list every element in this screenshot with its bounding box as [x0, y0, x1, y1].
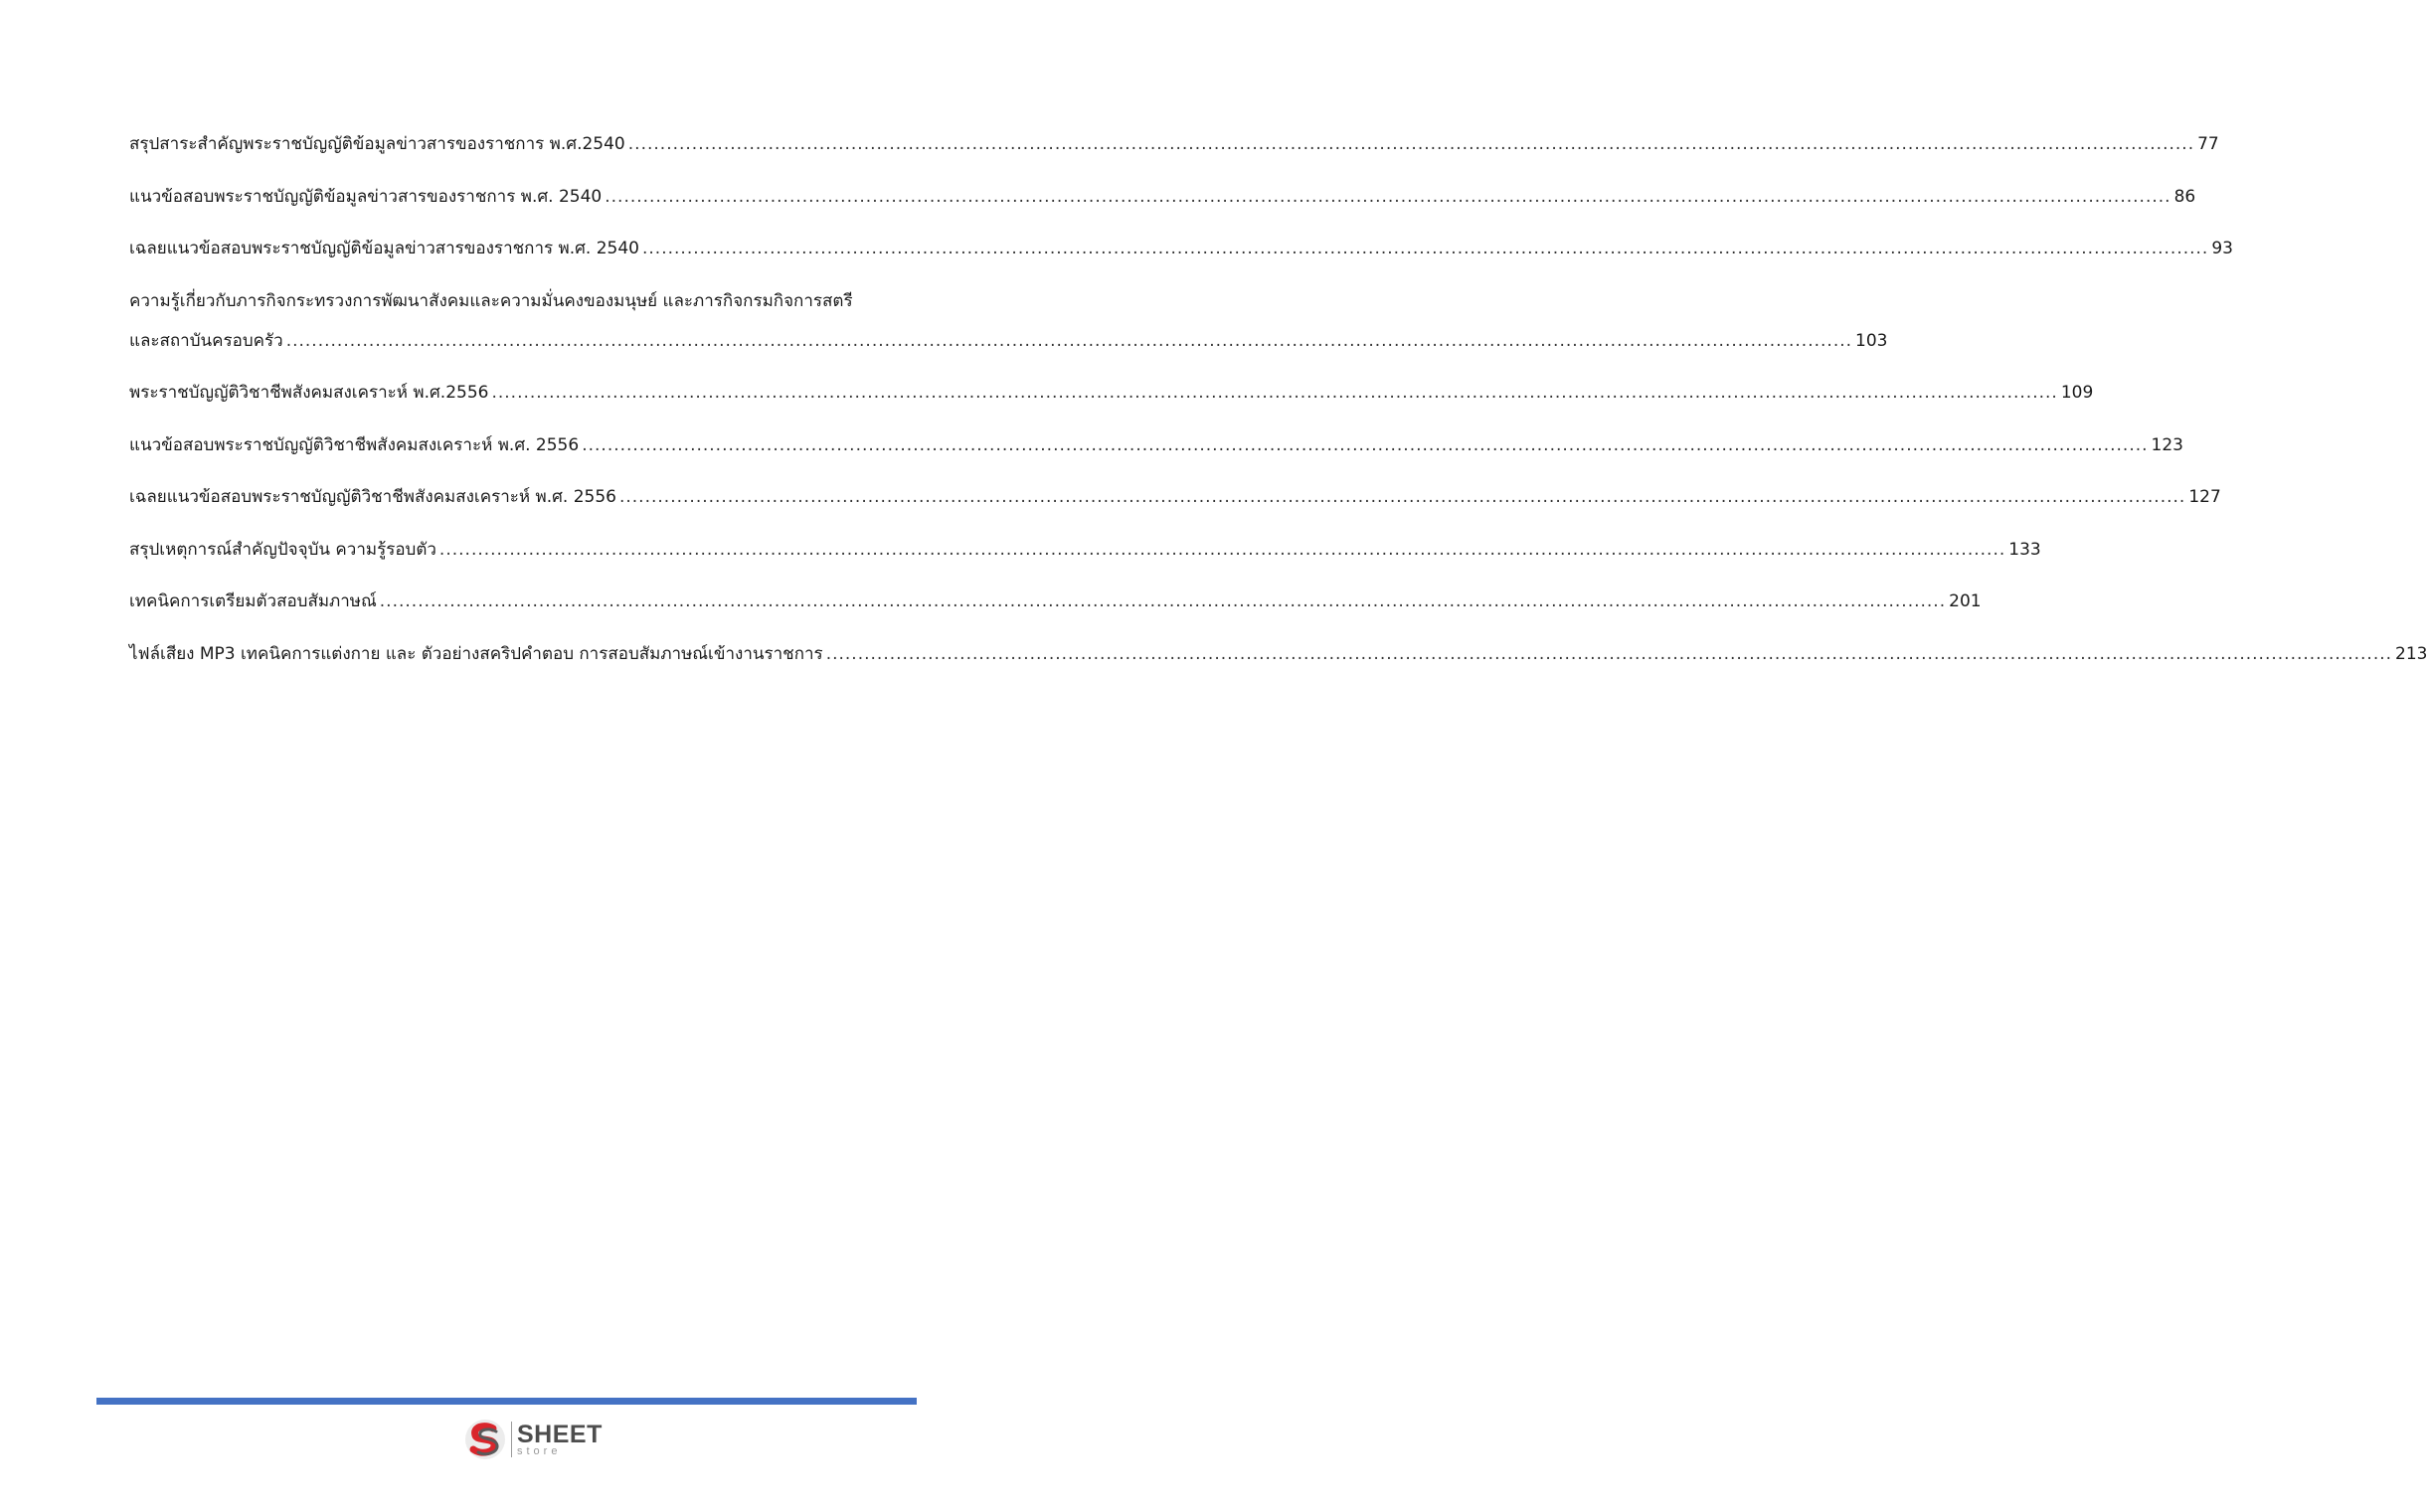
- toc-leader-dots: [642, 236, 2208, 261]
- logo-text-sub: store: [517, 1445, 562, 1457]
- sheet-store-s-logo-icon: [463, 1418, 507, 1461]
- logo-text-main: SHEET: [517, 1421, 603, 1448]
- toc-leader-dots: [491, 380, 2057, 406]
- toc-leader-dots: [380, 588, 1946, 614]
- toc-leader-dots: [582, 432, 2148, 458]
- toc-leader-dots: [439, 537, 2005, 563]
- toc-leader-dots: [605, 184, 2170, 210]
- toc-entry[interactable]: [129, 184, 2196, 210]
- footer-divider-bar: [96, 1398, 917, 1405]
- toc-entry-page: 133: [2008, 539, 2041, 560]
- toc-entry-title: พระราชบัญญัติวิชาชีพสังคมสงเคราะห์ พ.ศ.2556: [129, 383, 489, 403]
- toc-leader-dots: [619, 484, 2185, 510]
- toc-entry-page: 127: [2188, 487, 2221, 507]
- toc-entry-title: เฉลยแนวข้อสอบพระราชบัญญัติวิชาชีพสังคมสงเคราะห์ พ.ศ. 2556: [129, 487, 616, 507]
- toc-entry-title: สรุปเหตุการณ์สำคัญปัจจุบัน ความรู้รอบตัว: [129, 539, 436, 560]
- toc-entry-page: 201: [1949, 591, 1982, 611]
- toc-entry[interactable]: [129, 588, 1982, 614]
- toc-entry-title: สรุปสาระสำคัญพระราชบัญญัติข้อมูลข่าวสารของราชการ พ.ศ.2540: [129, 134, 625, 154]
- toc-entry[interactable]: [129, 641, 2427, 667]
- toc-leader-dots: [628, 131, 2194, 157]
- toc-entry[interactable]: [129, 380, 2094, 406]
- toc-entry-page: 93: [2211, 239, 2233, 258]
- toc-entry[interactable]: [129, 236, 2233, 261]
- toc-entry-title: เทคนิคการเตรียมตัวสอบสัมภาษณ์: [129, 591, 377, 611]
- toc-entry-page: 86: [2173, 186, 2196, 207]
- toc-entry-title: และสถาบันครอบครัว: [129, 330, 283, 351]
- toc-leader-dots: [826, 641, 2392, 667]
- toc-entry[interactable]: [129, 432, 2183, 458]
- table-of-contents: [129, 131, 2427, 693]
- toc-entry-title-line1: ความรู้เกี่ยวกับภารกิจกระทรวงการพัฒนาสังคมและความมั่นคงของมนุษย์ และภารกิจกรมกิจการสตรี: [129, 290, 853, 311]
- toc-entry[interactable]: [129, 484, 2221, 510]
- toc-entry-page: 123: [2151, 434, 2183, 455]
- toc-entry[interactable]: [129, 131, 2219, 157]
- toc-entry-title: แนวข้อสอบพระราชบัญญัติข้อมูลข่าวสารของราชการ พ.ศ. 2540: [129, 186, 603, 207]
- toc-entry-title: แนวข้อสอบพระราชบัญญัติวิชาชีพสังคมสงเคราะห์ พ.ศ. 2556: [129, 434, 580, 455]
- logo-divider: [511, 1422, 512, 1457]
- toc-leader-dots: [286, 328, 1852, 354]
- toc-entry-page: 109: [2060, 383, 2094, 403]
- toc-entry-title: เฉลยแนวข้อสอบพระราชบัญญัติข้อมูลข่าวสารของราชการ พ.ศ. 2540: [129, 239, 639, 258]
- toc-entry[interactable]: [129, 288, 1888, 354]
- sheet-store-logo: [463, 1417, 603, 1462]
- toc-entry-page: 77: [2197, 134, 2219, 154]
- toc-entry-page: 213: [2395, 643, 2427, 664]
- toc-entry-page: 103: [1855, 330, 1888, 351]
- toc-entry[interactable]: [129, 537, 2041, 563]
- toc-entry-title: ไฟล์เสียง MP3 เทคนิคการแต่งกาย และ ตัวอย่างสคริปคำตอบ การสอบสัมภาษณ์เข้างานราชการ: [129, 643, 823, 664]
